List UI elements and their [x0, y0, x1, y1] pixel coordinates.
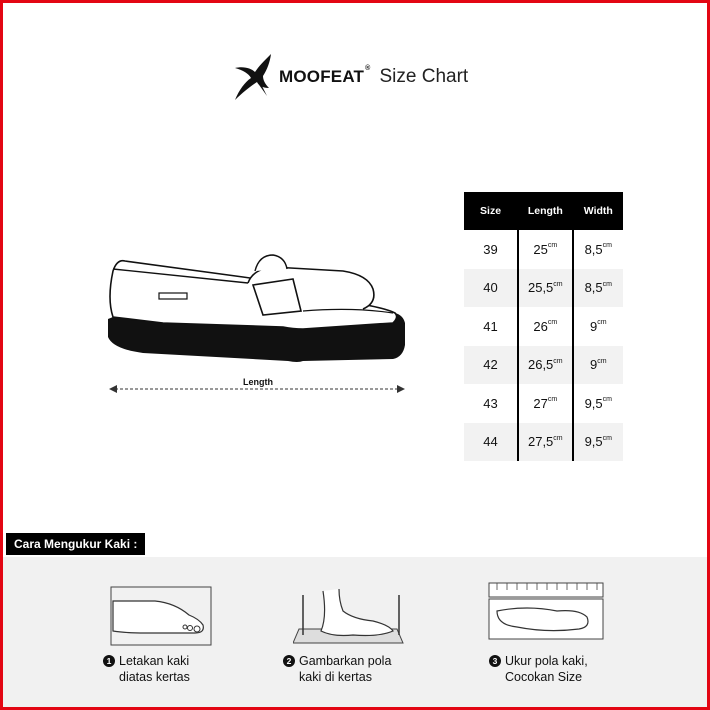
step3-ruler-measure-icon: [487, 581, 607, 651]
howto-title: Cara Mengukur Kaki :: [6, 533, 145, 555]
step3-caption: 3 Ukur pola kaki, Cocokan Size: [489, 653, 588, 685]
step1-caption: 1 Letakan kaki diatas kertas: [103, 653, 190, 685]
size-cell: 41: [483, 318, 498, 334]
length-cell: $27^{cm}$: [518, 384, 572, 423]
size-cell: 39: [483, 241, 498, 257]
step1-foot-on-paper-icon: [105, 581, 225, 651]
length-cell: $26^{cm}$: [518, 307, 572, 346]
table-header-row: [464, 192, 623, 230]
step2-trace-foot-icon: [293, 581, 413, 651]
length-cell: $26,5^{cm}$: [518, 346, 572, 385]
length-label: Length: [243, 377, 273, 387]
step2-caption: 2 Gambarkan pola kaki di kertas: [283, 653, 391, 685]
width-cell: $8,5^{cm}$: [584, 241, 612, 257]
header-length: Length: [518, 192, 572, 230]
table-row: [464, 307, 623, 346]
table-row: [464, 230, 623, 269]
table-row: [464, 346, 623, 385]
size-cell: 43: [483, 395, 498, 411]
size-cell: 42: [464, 346, 518, 385]
step3-number: 3: [489, 655, 501, 667]
length-cell: $27,5^{cm}$: [518, 423, 572, 462]
width-cell: $9,5^{cm}$: [584, 395, 612, 411]
table-row: [464, 384, 623, 423]
size-table: [464, 192, 623, 461]
width-cell: $9^{cm}$: [573, 346, 623, 385]
swallow-logo-icon: [233, 52, 277, 102]
header-width: Width: [573, 192, 623, 230]
width-cell: $8,5^{cm}$: [573, 269, 623, 308]
length-cell: $25,5^{cm}$: [518, 269, 572, 308]
size-cell: 40: [464, 269, 518, 308]
table-row: [464, 269, 623, 308]
brand-name: MOOFEAT®: [279, 65, 371, 86]
page-title: Size Chart: [379, 66, 469, 87]
size-cell: 44: [464, 423, 518, 462]
step2-number: 2: [283, 655, 295, 667]
header: [233, 47, 468, 107]
width-cell: $9^{cm}$: [589, 318, 607, 334]
length-cell: $25^{cm}$: [518, 230, 572, 269]
width-cell: $9,5^{cm}$: [573, 423, 623, 462]
header-size: Size: [464, 192, 518, 230]
table-row: [464, 423, 623, 462]
step1-number: 1: [103, 655, 115, 667]
